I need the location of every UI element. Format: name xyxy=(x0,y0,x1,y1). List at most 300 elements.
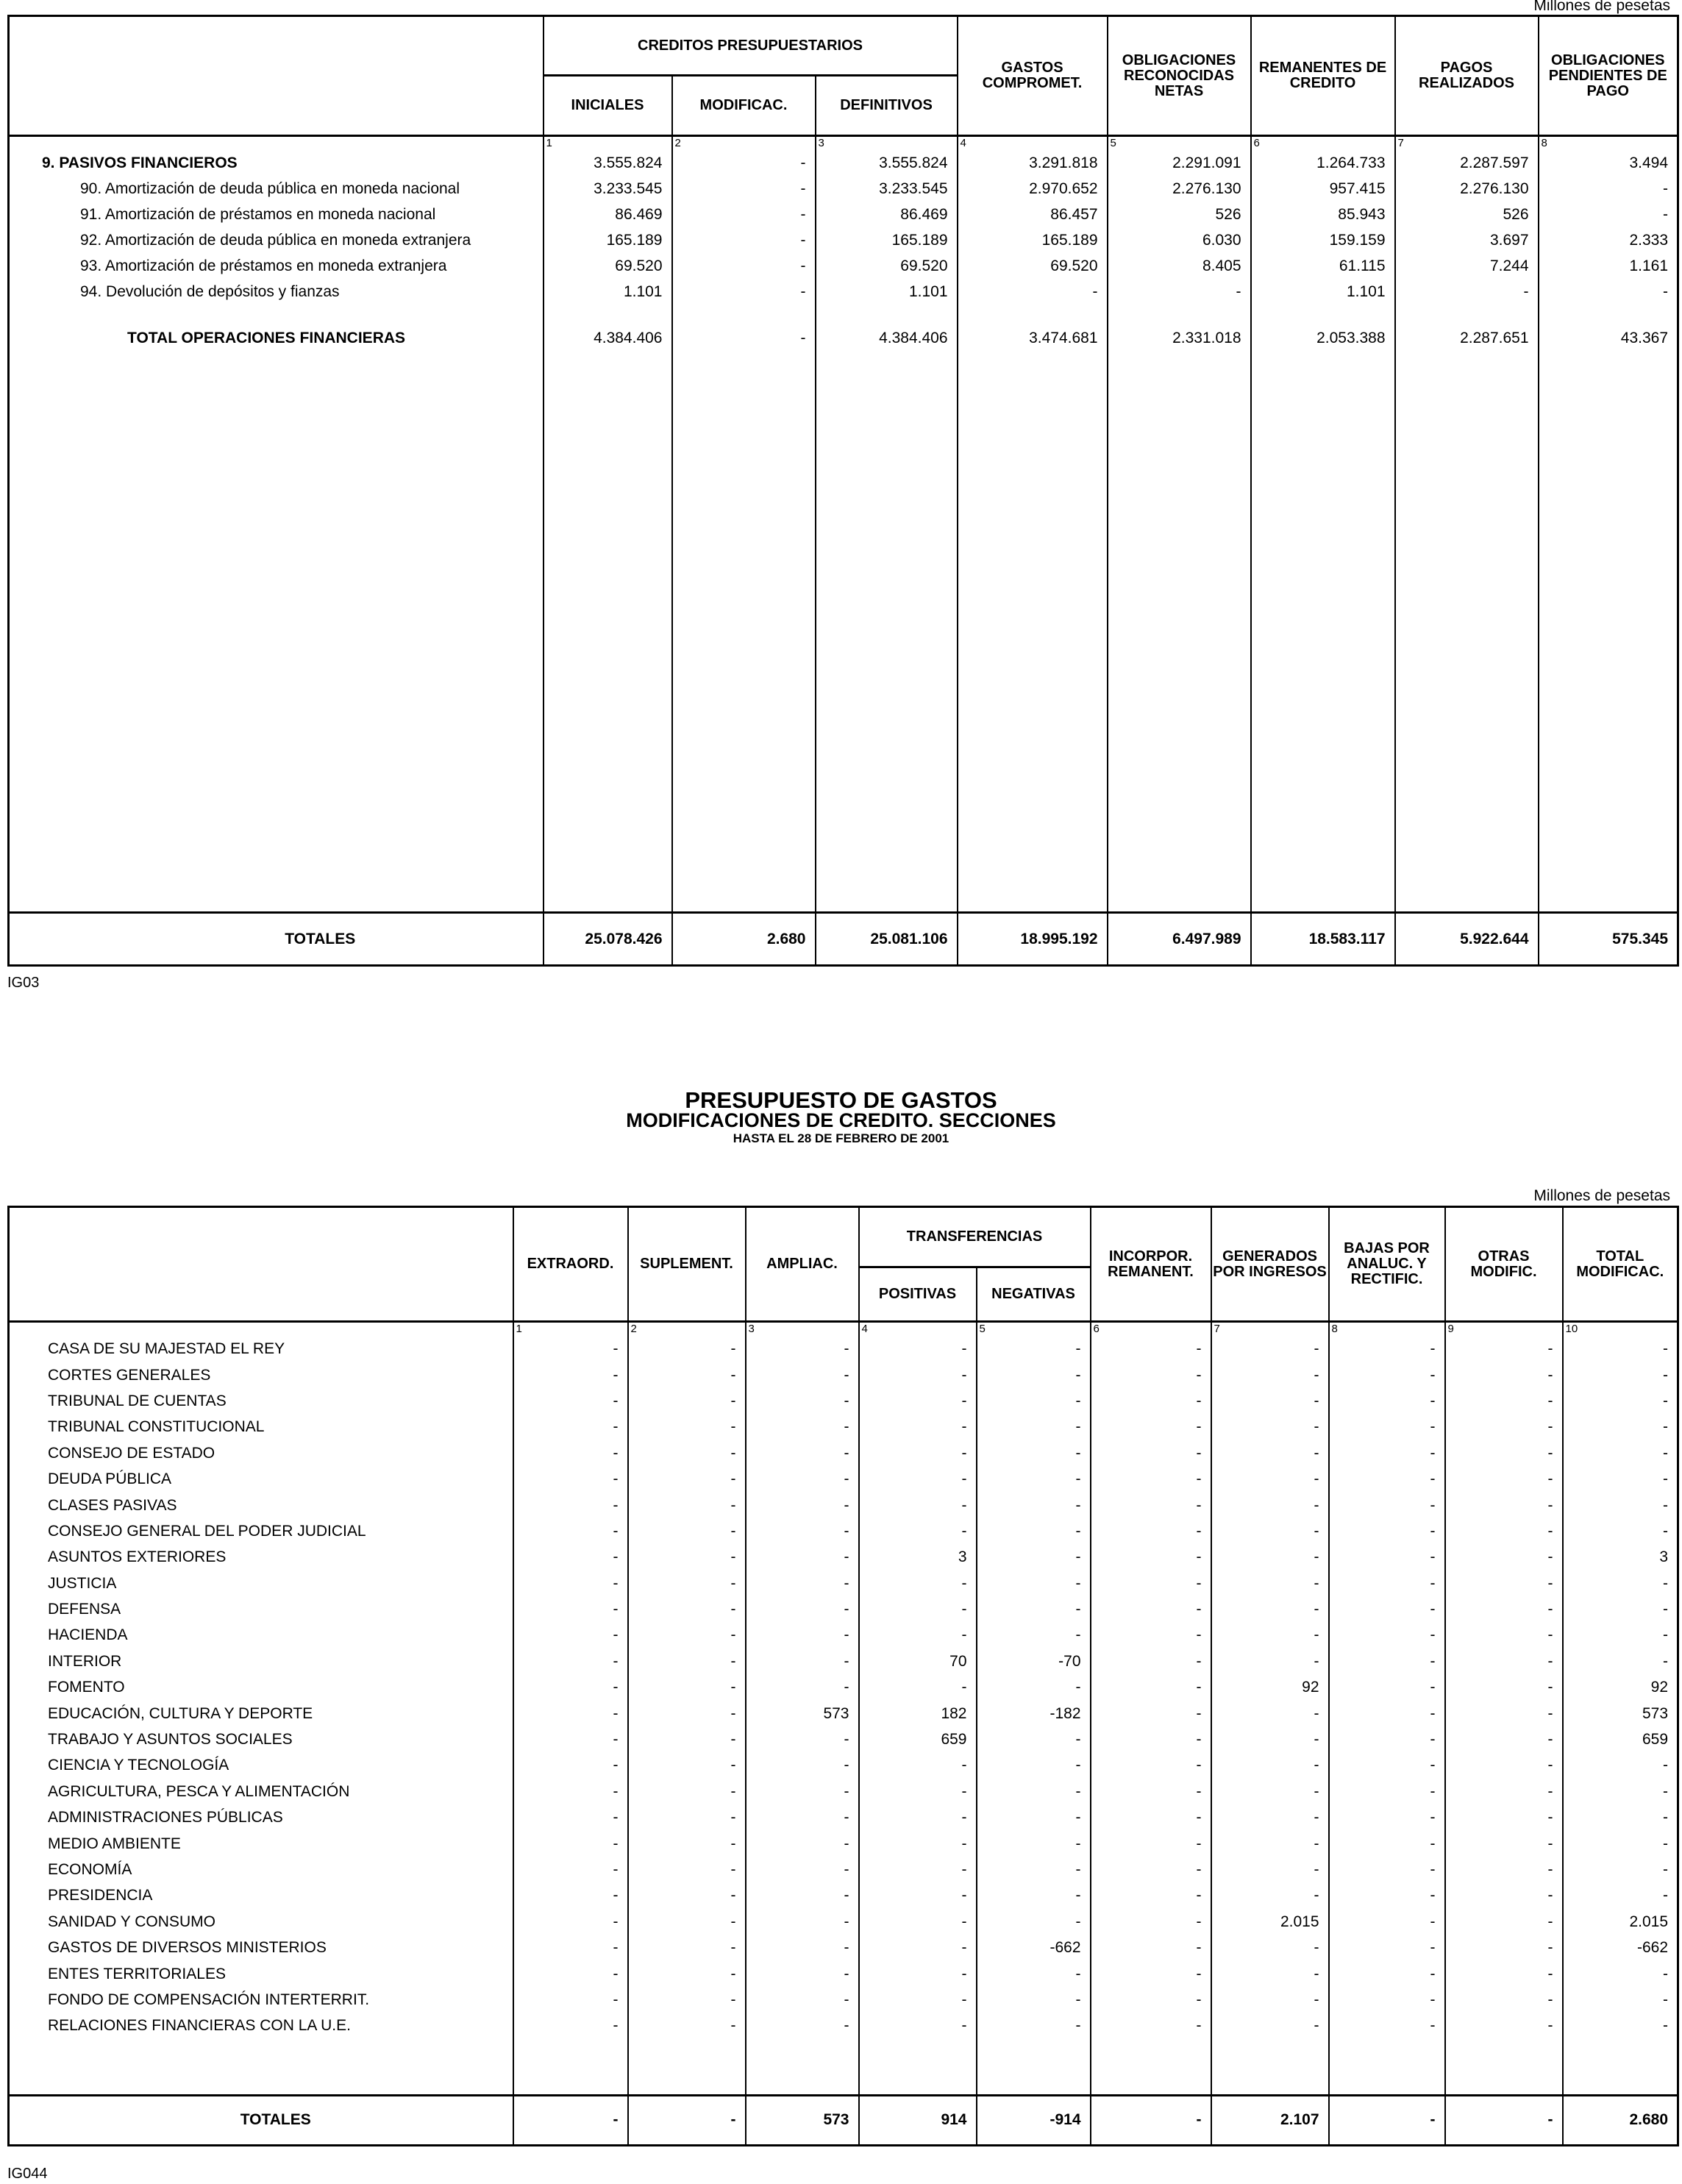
cell-value: - xyxy=(1329,1415,1445,1440)
total-value-2: 573 xyxy=(746,2095,859,2145)
cell-value: - xyxy=(746,1987,859,2013)
cell-value: - xyxy=(1445,1726,1563,1752)
cell-value: - xyxy=(1091,1466,1211,1492)
cell-value: - xyxy=(628,1961,746,1987)
cell-value: - xyxy=(1211,1596,1329,1622)
cell-value: - xyxy=(1329,1571,1445,1596)
cell-value: 2.331.018 xyxy=(1108,326,1251,352)
cell-value: - xyxy=(746,1415,859,1440)
cell-value: - xyxy=(1091,1518,1211,1544)
row-label: PRESIDENCIA xyxy=(9,1883,513,1909)
total-value-2: - xyxy=(1329,2095,1445,2145)
cell-value: - xyxy=(628,1857,746,1882)
date-line: HASTA EL 28 DE FEBRERO DE 2001 xyxy=(733,1131,949,1145)
row-label: DEUDA PÚBLICA xyxy=(9,1466,513,1492)
column-number: 3 xyxy=(746,1322,859,1337)
row-label: AGRICULTURA, PESCA Y ALIMENTACIÓN xyxy=(9,1779,513,1804)
cell-value: - xyxy=(1329,1675,1445,1701)
cell-value: - xyxy=(1395,280,1539,305)
cell-value: 4.384.406 xyxy=(816,326,958,352)
cell-value: - xyxy=(1563,1493,1678,1518)
cell-value: 92 xyxy=(1563,1675,1678,1701)
column-number: 2 xyxy=(628,1322,746,1337)
cell-value: - xyxy=(1329,1701,1445,1726)
column-number: 4 xyxy=(859,1322,977,1337)
cell-value: 573 xyxy=(1563,1701,1678,1726)
cell-value: - xyxy=(1563,1623,1678,1648)
header-suplement: SUPLEMENT. xyxy=(628,1207,746,1322)
cell-value: - xyxy=(746,1571,859,1596)
column-number: 5 xyxy=(977,1322,1091,1337)
total-value: 2.680 xyxy=(672,913,816,966)
cell-value: - xyxy=(1091,1493,1211,1518)
cell-value: -662 xyxy=(1563,1935,1678,1960)
cell-value: 3.697 xyxy=(1395,228,1539,254)
cell-value: - xyxy=(1211,1701,1329,1726)
cell-value: - xyxy=(1211,1545,1329,1571)
cell-value: - xyxy=(1563,1961,1678,1987)
cell-value: - xyxy=(1563,1362,1678,1388)
row-label: HACIENDA xyxy=(9,1623,513,1648)
table-row xyxy=(9,1545,1678,1571)
cell-value: - xyxy=(1329,1518,1445,1544)
cell-value: - xyxy=(1091,1961,1211,1987)
table-row xyxy=(9,1493,1678,1518)
colnum-spacer xyxy=(9,1322,513,1337)
cell-value: - xyxy=(1445,1415,1563,1440)
filler-cell xyxy=(816,352,958,913)
cell-value: - xyxy=(1211,1466,1329,1492)
total-value-2: 914 xyxy=(859,2095,977,2145)
cell-value: - xyxy=(1445,1466,1563,1492)
totals-label: TOTALES xyxy=(9,913,544,966)
cell-value: - xyxy=(1445,1935,1563,1960)
cell-value: 6.030 xyxy=(1108,228,1251,254)
column-number: 5 xyxy=(1108,136,1251,151)
row-label: MEDIO AMBIENTE xyxy=(9,1831,513,1857)
row-label: 91. Amortización de préstamos en moneda nacional xyxy=(9,202,544,228)
row-label: CASA DE SU MAJESTAD EL REY xyxy=(9,1337,513,1362)
cell-value: - xyxy=(977,1518,1091,1544)
table-row xyxy=(9,1726,1678,1752)
row-label: RELACIONES FINANCIERAS CON LA U.E. xyxy=(9,2013,513,2039)
cell-value: - xyxy=(1091,1362,1211,1388)
cell-value: - xyxy=(628,1648,746,1674)
cell-value: - xyxy=(1445,2013,1563,2039)
row-label: GASTOS DE DIVERSOS MINISTERIOS xyxy=(9,1935,513,1960)
total-value-2: - xyxy=(1445,2095,1563,2145)
filler-cell xyxy=(1395,352,1539,913)
total-value: 25.081.106 xyxy=(816,913,958,966)
cell-value: - xyxy=(1563,1753,1678,1779)
row-label: TRIBUNAL DE CUENTAS xyxy=(9,1388,513,1414)
cell-value: - xyxy=(513,1648,628,1674)
cell-value: 8.405 xyxy=(1108,254,1251,280)
cell-value: - xyxy=(746,1883,859,1909)
cell-value: 573 xyxy=(746,1701,859,1726)
cell-value: - xyxy=(1329,1337,1445,1362)
table-row xyxy=(9,1857,1678,1882)
cell-value: - xyxy=(977,1805,1091,1831)
cell-value: 165.189 xyxy=(958,228,1108,254)
row-label: CONSEJO GENERAL DEL PODER JUDICIAL xyxy=(9,1518,513,1544)
filler-cell xyxy=(672,352,816,913)
cell-value: - xyxy=(1563,1415,1678,1440)
cell-value: - xyxy=(628,1623,746,1648)
cell-value: - xyxy=(977,1675,1091,1701)
cell-value: - xyxy=(1091,1726,1211,1752)
cell-value: - xyxy=(859,1415,977,1440)
cell-value: - xyxy=(1445,1961,1563,1987)
cell-value: - xyxy=(1445,1753,1563,1779)
cell-value: - xyxy=(977,1545,1091,1571)
cell-value: 3.555.824 xyxy=(544,151,672,177)
cell-value: 2.287.651 xyxy=(1395,326,1539,352)
credit-table xyxy=(7,15,1679,967)
cell-value: - xyxy=(1329,1857,1445,1882)
cell-value: - xyxy=(628,1987,746,2013)
row-label: 92. Amortización de deuda pública en moneda extranjera xyxy=(9,228,544,254)
cell-value: 659 xyxy=(1563,1726,1678,1752)
cell-value: - xyxy=(1091,1596,1211,1622)
cell-value: - xyxy=(1211,1831,1329,1857)
cell-value: - xyxy=(977,1961,1091,1987)
table-row xyxy=(9,228,1678,254)
cell-value: - xyxy=(1211,1883,1329,1909)
row-label: 94. Devolución de depósitos y fianzas xyxy=(9,280,544,305)
cell-value: - xyxy=(746,1337,859,1362)
cell-value: - xyxy=(1329,1388,1445,1414)
header-negativas: NEGATIVAS xyxy=(977,1267,1091,1322)
cell-value: - xyxy=(1445,1493,1563,1518)
cell-value: - xyxy=(1445,1545,1563,1571)
cell-value: - xyxy=(1329,2013,1445,2039)
table-row xyxy=(9,1415,1678,1440)
table-row xyxy=(9,1571,1678,1596)
cell-value: - xyxy=(1211,1753,1329,1779)
cell-value: - xyxy=(513,1753,628,1779)
spacer-cell xyxy=(1395,305,1539,326)
cell-value: 2.276.130 xyxy=(1395,177,1539,202)
cell-value: - xyxy=(1211,2013,1329,2039)
cell-value: - xyxy=(746,2013,859,2039)
cell-value: - xyxy=(746,1726,859,1752)
cell-value: - xyxy=(672,254,816,280)
cell-value: 165.189 xyxy=(816,228,958,254)
header-otras: OTRAS MODIFIC. xyxy=(1445,1207,1563,1322)
cell-value: -70 xyxy=(977,1648,1091,1674)
cell-value: - xyxy=(1211,1362,1329,1388)
cell-value: - xyxy=(513,1337,628,1362)
cell-value: - xyxy=(1329,1831,1445,1857)
cell-value: - xyxy=(859,1883,977,1909)
header-generados: GENERADOS POR INGRESOS xyxy=(1211,1207,1329,1322)
cell-value: - xyxy=(859,1779,977,1804)
cell-value: - xyxy=(1445,1596,1563,1622)
cell-value: - xyxy=(672,177,816,202)
cell-value: - xyxy=(1445,1883,1563,1909)
cell-value: - xyxy=(977,1596,1091,1622)
filler-cell xyxy=(9,352,544,913)
cell-value: 2.970.652 xyxy=(958,177,1108,202)
cell-value: - xyxy=(1091,2013,1211,2039)
spacer-cell xyxy=(1108,305,1251,326)
cell-value: - xyxy=(1091,1388,1211,1414)
cell-value: - xyxy=(1091,1857,1211,1882)
table-row xyxy=(9,1623,1678,1648)
cell-value: - xyxy=(513,1961,628,1987)
cell-value: - xyxy=(1445,1987,1563,2013)
cell-value: 2.291.091 xyxy=(1108,151,1251,177)
cell-value: - xyxy=(977,1987,1091,2013)
header-bajas: BAJAS POR ANALUC. Y RECTIFIC. xyxy=(1329,1207,1445,1322)
total-value: 18.583.117 xyxy=(1251,913,1395,966)
cell-value: - xyxy=(1211,1857,1329,1882)
cell-value: 3.291.818 xyxy=(958,151,1108,177)
cell-value: - xyxy=(859,1987,977,2013)
header-blank-2 xyxy=(9,1207,513,1322)
cell-value: - xyxy=(628,1909,746,1935)
cell-value: - xyxy=(746,1466,859,1492)
header-obligaciones: OBLIGACIONES RECONOCIDAS NETAS xyxy=(1108,16,1251,136)
cell-value: - xyxy=(859,2013,977,2039)
cell-value: - xyxy=(1091,1648,1211,1674)
cell-value: - xyxy=(1329,1493,1445,1518)
row-label: ECONOMÍA xyxy=(9,1857,513,1882)
cell-value: - xyxy=(513,1596,628,1622)
page-subtitle: MODIFICACIONES DE CREDITO. SECCIONES xyxy=(626,1109,1056,1131)
cell-value: - xyxy=(513,1779,628,1804)
cell-value: - xyxy=(1211,1518,1329,1544)
table-row xyxy=(9,1362,1678,1388)
cell-value: - xyxy=(513,1362,628,1388)
cell-value: - xyxy=(513,1831,628,1857)
cell-value: - xyxy=(1329,1648,1445,1674)
filler-cell xyxy=(1445,2039,1563,2095)
cell-value: - xyxy=(1329,1466,1445,1492)
cell-value: - xyxy=(977,1726,1091,1752)
cell-value: - xyxy=(977,1440,1091,1466)
cell-value: 3 xyxy=(1563,1545,1678,1571)
cell-value: - xyxy=(672,280,816,305)
cell-value: 69.520 xyxy=(816,254,958,280)
cell-value: - xyxy=(1211,1961,1329,1987)
cell-value: 3.474.681 xyxy=(958,326,1108,352)
table-row xyxy=(9,326,1678,352)
cell-value: - xyxy=(513,1466,628,1492)
row-label: EDUCACIÓN, CULTURA Y DEPORTE xyxy=(9,1701,513,1726)
spacer-cell xyxy=(9,305,544,326)
cell-value: - xyxy=(1563,1805,1678,1831)
row-label: CORTES GENERALES xyxy=(9,1362,513,1388)
cell-value: - xyxy=(746,1805,859,1831)
cell-value: - xyxy=(859,1518,977,1544)
column-number: 9 xyxy=(1445,1322,1563,1337)
cell-value: - xyxy=(1445,1440,1563,1466)
cell-value: - xyxy=(1091,1545,1211,1571)
total-value-2: - xyxy=(628,2095,746,2145)
column-number: 10 xyxy=(1563,1322,1678,1337)
cell-value: - xyxy=(513,1805,628,1831)
page-title: PRESUPUESTO DE GASTOS xyxy=(685,1087,997,1113)
footer-code: IG03 xyxy=(7,975,40,991)
total-value: 25.078.426 xyxy=(544,913,672,966)
cell-value: 2.333 xyxy=(1539,228,1678,254)
cell-value: - xyxy=(746,1596,859,1622)
cell-value: 86.457 xyxy=(958,202,1108,228)
table-row xyxy=(9,1935,1678,1960)
cell-value: 61.115 xyxy=(1251,254,1395,280)
cell-value: 3 xyxy=(859,1545,977,1571)
cell-value: - xyxy=(1211,1493,1329,1518)
cell-value: - xyxy=(859,1571,977,1596)
table-row xyxy=(9,1648,1678,1674)
total-value-2: -914 xyxy=(977,2095,1091,2145)
table-row xyxy=(9,1675,1678,1701)
cell-value: - xyxy=(859,1675,977,1701)
cell-value: - xyxy=(1211,1987,1329,2013)
table-row xyxy=(9,1701,1678,1726)
cell-value: - xyxy=(859,1362,977,1388)
cell-value: - xyxy=(1329,1935,1445,1960)
cell-value: - xyxy=(513,1857,628,1882)
cell-value: 159.159 xyxy=(1251,228,1395,254)
filler-cell xyxy=(1563,2039,1678,2095)
cell-value: 1.264.733 xyxy=(1251,151,1395,177)
cell-value: 1.101 xyxy=(544,280,672,305)
cell-value: - xyxy=(977,2013,1091,2039)
cell-value: 4.384.406 xyxy=(544,326,672,352)
cell-value: 3.494 xyxy=(1539,151,1678,177)
cell-value: - xyxy=(746,1779,859,1804)
cell-value: - xyxy=(1329,1545,1445,1571)
cell-value: - xyxy=(746,1675,859,1701)
table-row xyxy=(9,1805,1678,1831)
spacer-cell xyxy=(672,305,816,326)
cell-value: - xyxy=(1539,280,1678,305)
cell-value: - xyxy=(746,1909,859,1935)
spacer-cell xyxy=(1539,305,1678,326)
table-row xyxy=(9,280,1678,305)
cell-value: - xyxy=(1445,1701,1563,1726)
row-label: 90. Amortización de deuda pública en moneda nacional xyxy=(9,177,544,202)
header-remanentes: REMANENTES DE CREDITO xyxy=(1251,16,1395,136)
header-ampliac: AMPLIAC. xyxy=(746,1207,859,1322)
cell-value: - xyxy=(977,1857,1091,1882)
cell-value: - xyxy=(628,1337,746,1362)
cell-value: - xyxy=(746,1545,859,1571)
cell-value: - xyxy=(1091,1831,1211,1857)
cell-value: 2.276.130 xyxy=(1108,177,1251,202)
filler-cell xyxy=(958,352,1108,913)
cell-value: - xyxy=(977,1466,1091,1492)
cell-value: - xyxy=(513,1415,628,1440)
cell-value: - xyxy=(1563,1857,1678,1882)
column-number: 7 xyxy=(1395,136,1539,151)
cell-value: - xyxy=(628,1596,746,1622)
row-label: TOTAL OPERACIONES FINANCIERAS xyxy=(9,326,544,352)
cell-value: - xyxy=(1211,1805,1329,1831)
table-row xyxy=(9,1779,1678,1804)
header-pendientes: OBLIGACIONES PENDIENTES DE PAGO xyxy=(1539,16,1678,136)
footer-code-2: IG044 xyxy=(7,2166,48,2182)
total-value: 6.497.989 xyxy=(1108,913,1251,966)
cell-value: - xyxy=(672,326,816,352)
cell-value: - xyxy=(628,1493,746,1518)
cell-value: 69.520 xyxy=(958,254,1108,280)
filler-cell xyxy=(1211,2039,1329,2095)
cell-value: - xyxy=(859,1388,977,1414)
filler-cell xyxy=(544,352,672,913)
cell-value: - xyxy=(1211,1388,1329,1414)
cell-value: - xyxy=(1563,1831,1678,1857)
cell-value: - xyxy=(1563,1388,1678,1414)
total-value-2: - xyxy=(1091,2095,1211,2145)
cell-value: - xyxy=(1211,1648,1329,1674)
total-value: 5.922.644 xyxy=(1395,913,1539,966)
cell-value: 92 xyxy=(1211,1675,1329,1701)
cell-value: - xyxy=(628,1571,746,1596)
cell-value: - xyxy=(513,1493,628,1518)
cell-value: - xyxy=(628,1545,746,1571)
cell-value: - xyxy=(1329,1883,1445,1909)
cell-value: - xyxy=(628,1935,746,1960)
cell-value: - xyxy=(746,1857,859,1882)
total-value-2: 2.680 xyxy=(1563,2095,1678,2145)
column-number: 6 xyxy=(1091,1322,1211,1337)
row-label: ASUNTOS EXTERIORES xyxy=(9,1545,513,1571)
cell-value: - xyxy=(1445,1337,1563,1362)
column-number: 8 xyxy=(1329,1322,1445,1337)
cell-value: - xyxy=(628,1779,746,1804)
column-number: 1 xyxy=(513,1322,628,1337)
cell-value: 1.161 xyxy=(1539,254,1678,280)
cell-value: - xyxy=(1563,1440,1678,1466)
cell-value: - xyxy=(1329,1909,1445,1935)
cell-value: - xyxy=(513,1571,628,1596)
cell-value: 1.101 xyxy=(1251,280,1395,305)
cell-value: - xyxy=(977,1493,1091,1518)
cell-value: - xyxy=(958,280,1108,305)
modifications-table xyxy=(7,1206,1679,2146)
cell-value: - xyxy=(1329,1987,1445,2013)
cell-value: - xyxy=(859,1753,977,1779)
cell-value: - xyxy=(1445,1518,1563,1544)
total-value: 18.995.192 xyxy=(958,913,1108,966)
cell-value: - xyxy=(859,1466,977,1492)
table-row xyxy=(9,1909,1678,1935)
cell-value: 957.415 xyxy=(1251,177,1395,202)
cell-value: -182 xyxy=(977,1701,1091,1726)
row-label: TRABAJO Y ASUNTOS SOCIALES xyxy=(9,1726,513,1752)
table-row xyxy=(9,1883,1678,1909)
cell-value: - xyxy=(1091,1987,1211,2013)
row-label: CONSEJO DE ESTADO xyxy=(9,1440,513,1466)
cell-value: - xyxy=(1563,1466,1678,1492)
column-number: 1 xyxy=(544,136,672,151)
cell-value: - xyxy=(1329,1362,1445,1388)
cell-value: 526 xyxy=(1395,202,1539,228)
header-incorpor: INCORPOR. REMANENT. xyxy=(1091,1207,1211,1322)
spacer-cell xyxy=(1251,305,1395,326)
cell-value: - xyxy=(1091,1779,1211,1804)
row-label: 93. Amortización de préstamos en moneda extranjera xyxy=(9,254,544,280)
cell-value: - xyxy=(513,1883,628,1909)
cell-value: 2.053.388 xyxy=(1251,326,1395,352)
cell-value: - xyxy=(1329,1596,1445,1622)
cell-value: - xyxy=(1091,1805,1211,1831)
column-number: 8 xyxy=(1539,136,1678,151)
